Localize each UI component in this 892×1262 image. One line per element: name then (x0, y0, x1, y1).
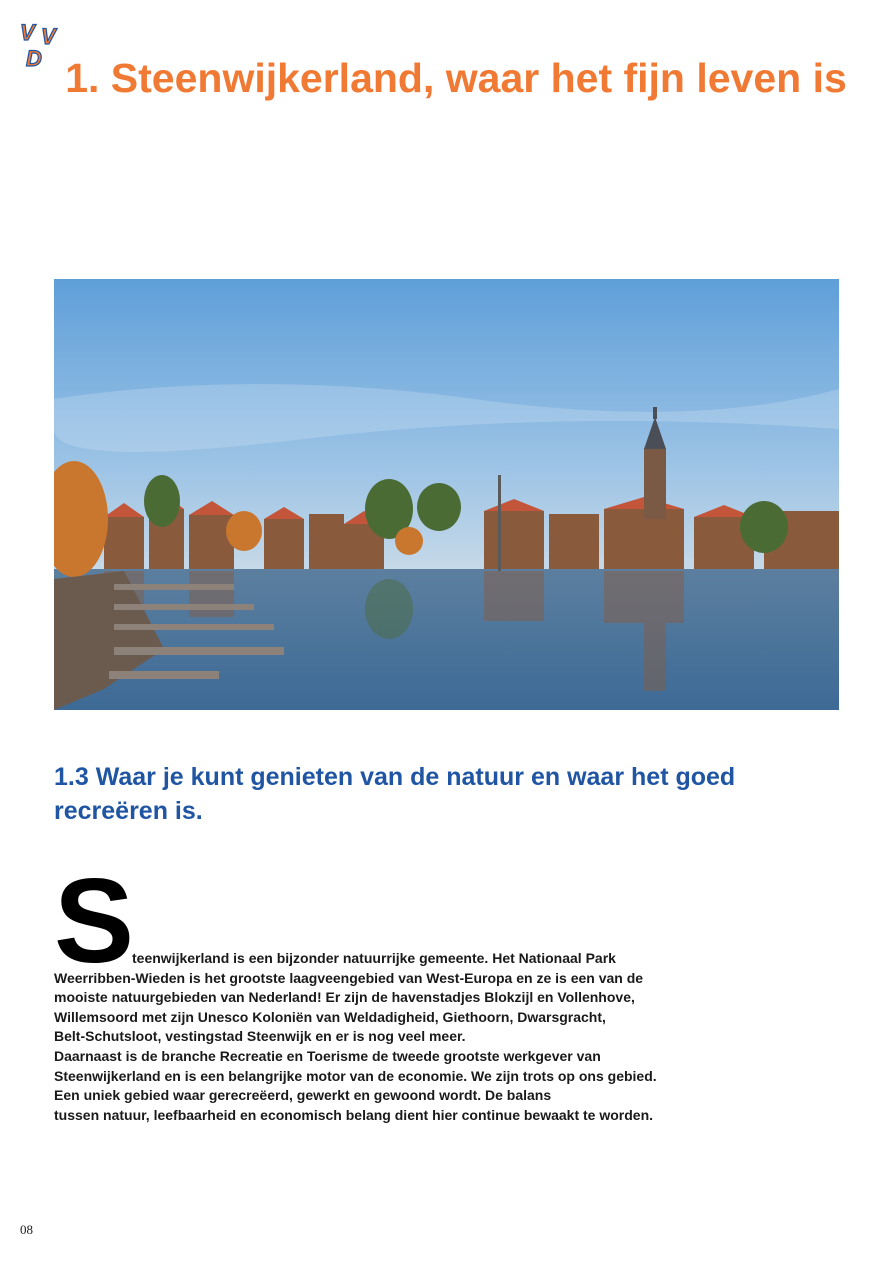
body-line: teenwijkerland is een bijzonder natuurrijke gemeente. Het Nationaal Park (132, 950, 616, 966)
body-line: Weerribben-Wieden is het grootste laagveengebied van West-Europa en ze is een van de (54, 969, 644, 986)
page-number: 08 (20, 1222, 33, 1237)
svg-text:D: D (26, 46, 42, 71)
body-line: Een uniek gebied waar gerecreëerd, gewerkt en gewoond wordt. De balans (54, 1087, 552, 1104)
harbour-photo (54, 279, 839, 710)
svg-text:V: V (20, 20, 35, 45)
body-line: Willemsoord met zijn Unesco Koloniën van Weldadigheid, Giethoorn, Dwarsgracht, (54, 1008, 606, 1025)
drop-cap: S (54, 854, 135, 988)
page-title: 1. Steenwijkerland, waar het fijn leven is (65, 55, 847, 101)
body-line: Steenwijkerland en is een belangrijke motor van de economie. We zijn trots op ons gebied. (54, 1067, 657, 1084)
body-line: Belt-Schutsloot, vestingstad Steenwijk en er is nog veel meer. (54, 1028, 466, 1045)
body-line: mooiste natuurgebieden van Nederland! Er zijn de havenstadjes Blokzijl en Vollenhove, (54, 989, 635, 1006)
body-line: tussen natuur, leefbaarheid en economisch belang dient hier continue bewaakt te worden. (54, 1106, 654, 1123)
body-paragraph (54, 949, 844, 1125)
body-line: Daarnaast is de branche Recreatie en Toerisme de tweede grootste werkgever van (54, 1047, 601, 1064)
section-heading: 1.3 Waar je kunt genieten van de natuur en waar het goed recreëren is. (54, 763, 736, 825)
svg-text:V: V (41, 24, 56, 49)
